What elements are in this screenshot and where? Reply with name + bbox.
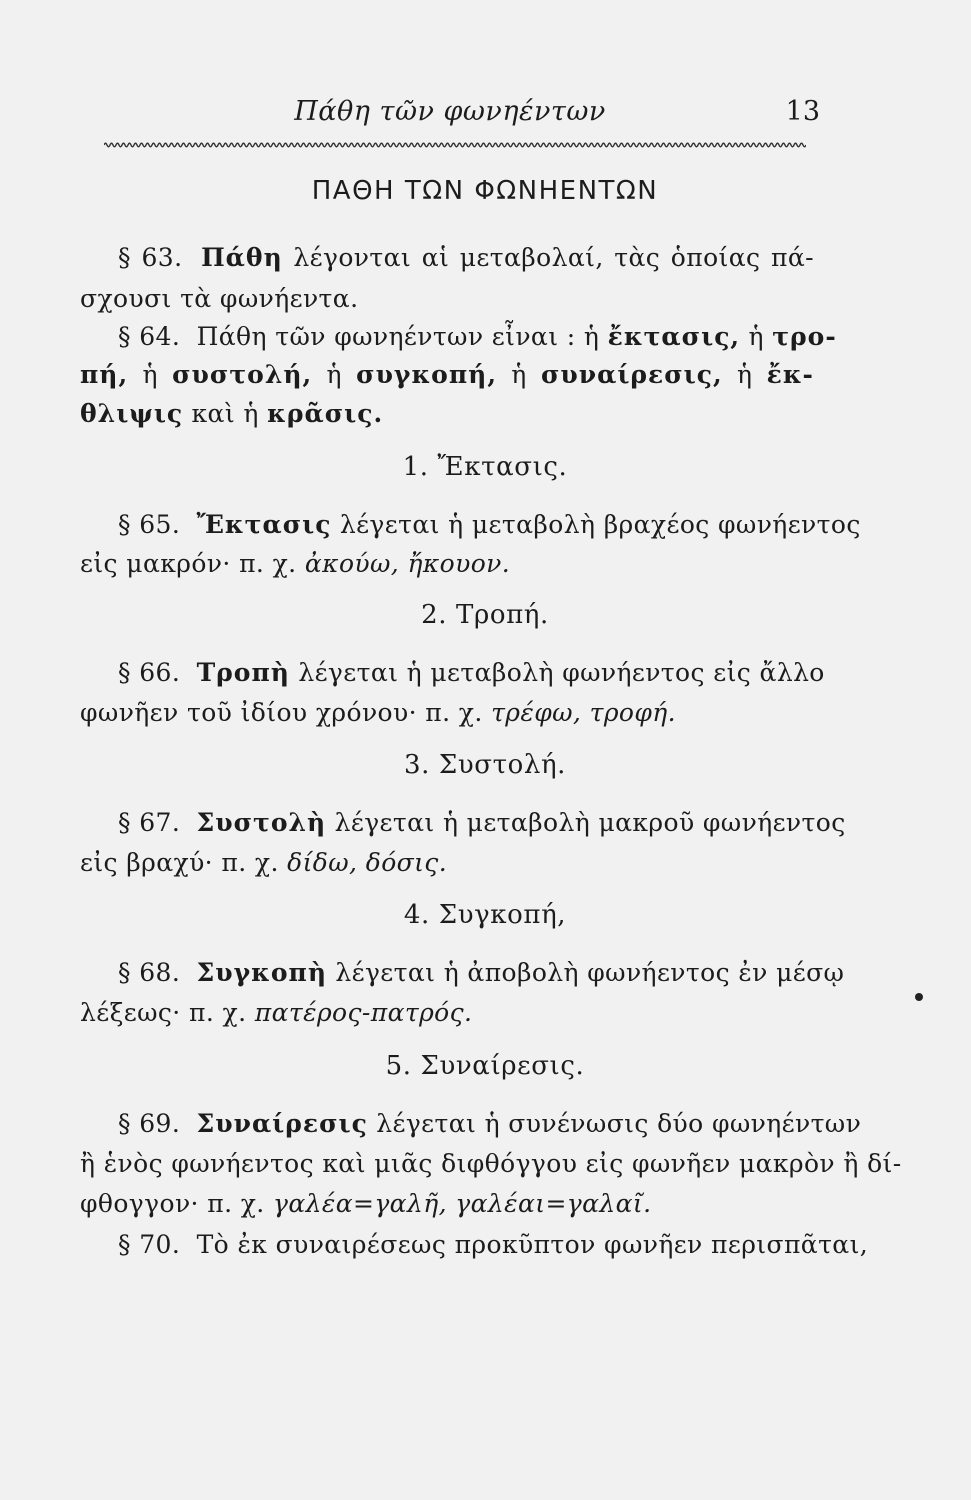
running-title: Πάθη τῶν φωνηέντων: [294, 96, 606, 127]
section-69-line-2: ἢ ἑνὸς φωνήεντος καὶ μιᾶς διφθόγγου εἰς φωνῆεν μακρὸν ἢ δί-: [80, 1149, 902, 1178]
example: δίδω, δόσις.: [287, 848, 448, 877]
section-text: λέγεται ἡ μεταβολὴ μακροῦ φωνήεντος: [334, 808, 846, 837]
section-64-line-3: [80, 397, 814, 431]
section-text: εἰς μακρόν· π. χ.: [80, 549, 297, 578]
subheading-synkopi: 4. Συγκοπή,: [403, 900, 567, 930]
section-69-line-1: [118, 1107, 862, 1141]
section-68-line-2: [80, 996, 814, 1030]
subheading-ektasis: 1. Ἔκτασις.: [402, 452, 568, 482]
article: ἡ: [736, 360, 753, 389]
term-ektasis: ἔκτασις,: [607, 322, 741, 351]
section-69-line-3: [80, 1187, 814, 1221]
article: ἡ: [142, 360, 158, 389]
section-64-line-1: [118, 320, 837, 354]
chapter-title: ΠΑΘΗ ΤΩΝ ΦΩΝΗΕΝΤΩΝ: [311, 176, 659, 206]
section-65-line-1: [118, 508, 861, 542]
term-ekthlipsis-cont: θλιψις: [80, 399, 184, 428]
section-67-line-2: [80, 846, 814, 880]
section-67-line-1: [118, 806, 846, 840]
example: πατέρος-πατρός.: [254, 998, 473, 1027]
page-number: 13: [785, 96, 820, 127]
example: ἀκούω, ἤκουον.: [304, 549, 511, 578]
section-number: § 69.: [118, 1109, 181, 1138]
section-text: λέγονται αἱ μεταβολαί, τὰς ὁποίας πά-: [293, 243, 814, 272]
section-text: Τὸ ἐκ συναιρέσεως προκῦπτον φωνῆεν περισπᾶται,: [196, 1230, 869, 1259]
article: ἡ: [511, 360, 527, 389]
subheading-tropi: 2. Τροπή.: [421, 600, 549, 630]
section-text: λέγεται ἡ μεταβολὴ φωνήεντος εἰς ἄλλο: [298, 658, 825, 687]
wavy-rule-divider: [104, 140, 806, 150]
section-number: § 66.: [118, 658, 181, 687]
section-number: § 67.: [118, 808, 181, 837]
running-head: [80, 96, 820, 136]
section-text: λέξεως· π. χ.: [80, 998, 247, 1027]
term-synairesis: συναίρεσις,: [540, 360, 723, 389]
term-synkopi: συγκοπή,: [356, 360, 498, 389]
term-tropi-cont: πή,: [80, 360, 129, 389]
section-text: λέγεται ἡ ἀποβολὴ φωνήεντος ἐν μέσῳ: [335, 958, 845, 987]
term-tropi-def: Τροπὴ: [196, 658, 290, 687]
section-63-line-2: σχουσι τὰ φωνήεντα.: [80, 284, 359, 313]
section-64-line-2: [80, 358, 814, 392]
section-number: § 63.: [118, 243, 183, 272]
term-ekthlipsis: ἔκ-: [766, 360, 814, 389]
term-pathi: Πάθη: [201, 243, 283, 272]
section-text: φθογγον· π. χ.: [80, 1189, 265, 1218]
term-systoli-def: Συστολὴ: [196, 808, 327, 837]
example: γαλέα=γαλῆ, γαλέαι=γαλαῖ.: [273, 1189, 652, 1218]
section-68-line-1: [118, 956, 845, 990]
term-ektasis-def: Ἔκτασις: [196, 510, 332, 539]
section-number: § 64.: [118, 322, 181, 351]
article: ἡ: [748, 322, 764, 351]
example: τρέφω, τροφή.: [491, 698, 676, 727]
section-text: εἰς βραχύ· π. χ.: [80, 848, 279, 877]
section-66-line-1: [118, 656, 825, 690]
term-systoli: συστολή,: [172, 360, 313, 389]
term-synairesis-def: Συναίρεσις: [196, 1109, 368, 1138]
section-63-line-1: [118, 241, 814, 275]
conjunction: καὶ ἡ: [191, 399, 259, 428]
section-65-line-2: [80, 547, 814, 581]
subheading-synairesis: 5. Συναίρεσις.: [385, 1051, 585, 1081]
section-66-line-2: [80, 696, 814, 730]
subheading-systoli: 3. Συστολή.: [404, 750, 566, 780]
section-70-line-1: [118, 1228, 869, 1262]
term-tropi: τρο-: [772, 322, 837, 351]
term-synkopi-def: Συγκοπὴ: [196, 958, 327, 987]
section-number: § 70.: [118, 1230, 181, 1259]
section-text: Πάθη τῶν φωνηέντων εἶναι : ἡ: [196, 322, 600, 351]
article: ἡ: [326, 360, 342, 389]
section-text: λέγεται ἡ συνένωσις δύο φωνηέντων: [376, 1109, 862, 1138]
ink-speck: [915, 993, 923, 1001]
section-text: λέγεται ἡ μεταβολὴ βραχέος φωνήεντος: [339, 510, 861, 539]
section-number: § 65.: [118, 510, 181, 539]
section-text: φωνῆεν τοῦ ἰδίου χρόνου· π. χ.: [80, 698, 483, 727]
term-krasis: κρᾶσις.: [267, 399, 384, 428]
section-number: § 68.: [118, 958, 181, 987]
